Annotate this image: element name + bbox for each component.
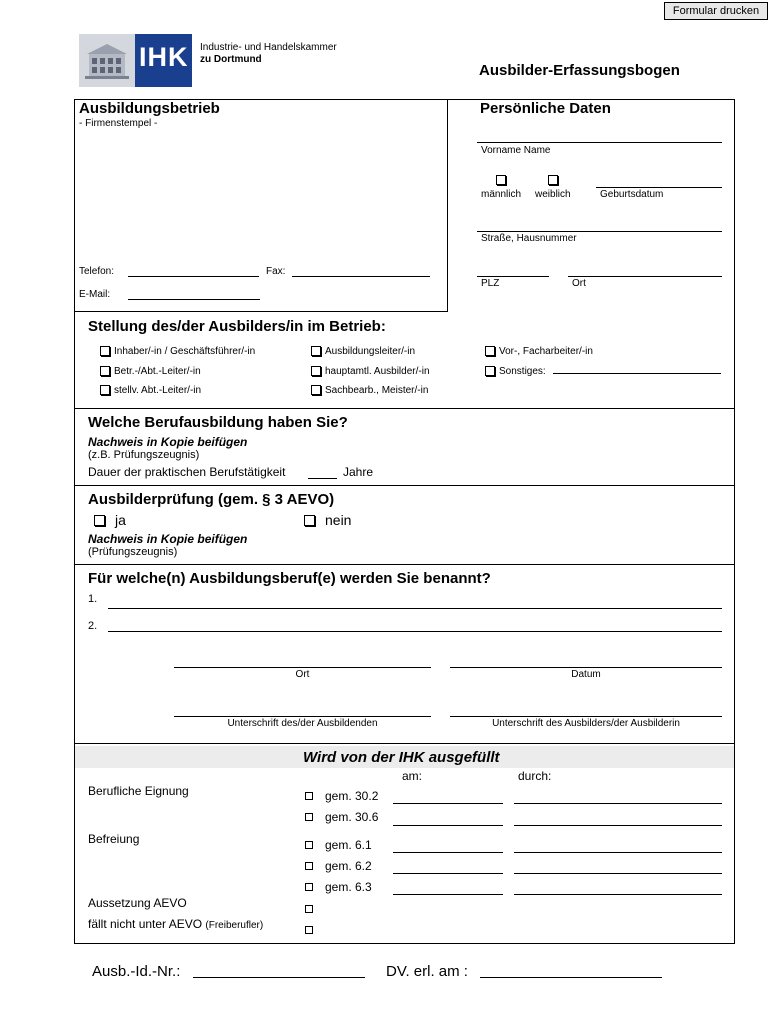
ort-label: Ort — [572, 278, 586, 289]
form-title: Ausbilder-Erfassungsbogen — [479, 62, 680, 79]
aussetzung-checkbox[interactable] — [305, 905, 313, 913]
beruf-item-2-label: 2. — [88, 620, 98, 632]
stellung-label-2: Ausbildungsleiter/-in — [325, 346, 416, 357]
berufsausbildung-beispiel: (z.B. Prüfungszeugnis) — [88, 449, 200, 461]
g63-durch-field[interactable] — [514, 894, 722, 895]
divider — [74, 743, 735, 744]
weiblich-label: weiblich — [535, 189, 571, 200]
benennung-title: Für welche(n) Ausbildungsberuf(e) werden Sie benannt? — [88, 570, 491, 587]
berufsausbildung-nachweis: Nachweis in Kopie beifügen — [88, 435, 248, 449]
pruefung-zeugnis: (Prüfungszeugnis) — [88, 546, 178, 558]
ihk-logo — [79, 34, 192, 87]
dv-label: DV. erl. am : — [386, 963, 468, 980]
geburtsdatum-label: Geburtsdatum — [600, 189, 664, 200]
logo-line-2: zu Dortmund — [200, 54, 262, 65]
aussetzung-label: Aussetzung AEVO — [88, 896, 187, 910]
stellung-label-5: hauptamtl. Ausbilder/-in — [325, 366, 430, 377]
beruf-field-1[interactable] — [108, 608, 722, 609]
ort-sign-field[interactable] — [174, 667, 431, 668]
datum-sign-field[interactable] — [450, 667, 722, 668]
firmenstempel-label: - Firmenstempel - — [79, 118, 158, 129]
sonstiges-field[interactable] — [553, 373, 721, 374]
divider — [74, 564, 735, 565]
logo-line-1: Industrie- und Handelskammer — [200, 42, 337, 53]
stellung-checkbox-7[interactable] — [100, 385, 110, 395]
g302-am-field[interactable] — [393, 803, 503, 804]
telefon-label: Telefon: — [79, 266, 115, 277]
pruefung-title: Ausbilderprüfung (gem. § 3 AEVO) — [88, 491, 335, 508]
dv-field[interactable] — [480, 977, 662, 978]
signature-betrieb-field[interactable] — [174, 716, 431, 717]
strasse-label: Straße, Hausnummer — [481, 233, 577, 244]
g61-durch-field[interactable] — [514, 852, 722, 853]
signature-ausbilder-field[interactable] — [450, 716, 722, 717]
g306-am-field[interactable] — [393, 825, 503, 826]
g62-am-field[interactable] — [393, 873, 503, 874]
divider — [74, 485, 735, 486]
stellung-label-3: Vor-, Facharbeiter/-in — [499, 346, 593, 357]
stellung-label-7: stellv. Abt.-Leiter/-in — [114, 385, 202, 396]
befreiung-label: Befreiung — [88, 832, 140, 846]
g62-durch-field[interactable] — [514, 873, 722, 874]
datum-sign-label: Datum — [571, 669, 601, 680]
faellt-nicht-label — [88, 917, 263, 931]
g63-label: gem. 6.3 — [325, 880, 372, 894]
print-form-button[interactable]: Formular drucken — [664, 2, 768, 20]
beruf-item-1-label: 1. — [88, 593, 98, 605]
name-field[interactable] — [477, 142, 722, 143]
maennlich-label: männlich — [481, 189, 522, 200]
g302-checkbox[interactable] — [305, 792, 313, 800]
pruefung-nein-label: nein — [325, 512, 352, 528]
signature-ausbilder-label: Unterschrift des Ausbilders/der Ausbilderin — [492, 718, 680, 729]
g302-label: gem. 30.2 — [325, 789, 379, 803]
g306-checkbox[interactable] — [305, 813, 313, 821]
persoenliche-daten-title: Persönliche Daten — [480, 100, 611, 117]
stellung-checkbox-8[interactable] — [311, 385, 321, 395]
g63-am-field[interactable] — [393, 894, 503, 895]
stellung-checkbox-4[interactable] — [100, 366, 110, 376]
stellung-checkbox-2[interactable] — [311, 346, 321, 356]
faellt-nicht-checkbox[interactable] — [305, 926, 313, 934]
fax-label: Fax: — [266, 266, 286, 277]
durch-label: durch: — [518, 769, 552, 783]
ort-sign-label: Ort — [295, 669, 310, 680]
pruefung-ja-checkbox[interactable] — [94, 515, 105, 526]
divider — [74, 408, 735, 409]
berufsausbildung-title: Welche Berufausbildung haben Sie? — [88, 414, 348, 431]
logo-wordmark: IHK — [139, 42, 189, 72]
stellung-checkbox-1[interactable] — [100, 346, 110, 356]
plz-field[interactable] — [477, 276, 549, 277]
ausbildungsbetrieb-title: Ausbildungsbetrieb — [79, 100, 220, 117]
stellung-checkbox-3[interactable] — [485, 346, 495, 356]
g61-am-field[interactable] — [393, 852, 503, 853]
freiberufler-text: (Freiberufler) — [205, 920, 264, 931]
g61-checkbox[interactable] — [305, 841, 313, 849]
email-label: E-Mail: — [79, 289, 111, 300]
geburtsdatum-field[interactable] — [596, 187, 722, 188]
pruefung-nein-checkbox[interactable] — [304, 515, 315, 526]
g62-checkbox[interactable] — [305, 862, 313, 870]
am-label: am: — [402, 769, 423, 783]
ausb-id-label: Ausb.-Id.-Nr.: — [92, 963, 181, 980]
stellung-label-8: Sachbearb., Meister/-in — [325, 385, 429, 396]
jahre-label: Jahre — [343, 465, 374, 479]
pruefung-ja-label: ja — [115, 512, 126, 528]
ausb-id-field[interactable] — [193, 977, 365, 978]
stellung-checkbox-6[interactable] — [485, 366, 495, 376]
pruefung-nachweis: Nachweis in Kopie beifügen — [88, 532, 248, 546]
g306-durch-field[interactable] — [514, 825, 722, 826]
g62-label: gem. 6.2 — [325, 859, 372, 873]
stellung-label-4: Betr.-/Abt.-Leiter/-in — [114, 366, 201, 377]
strasse-field[interactable] — [477, 231, 722, 232]
faellt-nicht-text: fällt nicht unter AEVO — [88, 917, 203, 931]
g306-label: gem. 30.6 — [325, 810, 379, 824]
dauer-label: Dauer der praktischen Berufstätigkeit — [88, 465, 286, 479]
stellung-label-6: Sonstiges: — [499, 366, 546, 377]
beruf-field-2[interactable] — [108, 631, 722, 632]
plz-label: PLZ — [481, 278, 500, 289]
g61-label: gem. 6.1 — [325, 838, 372, 852]
ort-field[interactable] — [568, 276, 722, 277]
name-label: Vorname Name — [481, 145, 551, 156]
weiblich-checkbox[interactable] — [548, 175, 558, 185]
g302-durch-field[interactable] — [514, 803, 722, 804]
signature-betrieb-label: Unterschrift des/der Ausbildenden — [227, 718, 378, 729]
stellung-title: Stellung des/der Ausbilders/in im Betrieb: — [88, 318, 386, 335]
eignung-label: Berufliche Eignung — [88, 784, 189, 798]
g63-checkbox[interactable] — [305, 883, 313, 891]
ihk-section-title: Wird von der IHK ausgefüllt — [303, 749, 500, 766]
stellung-checkbox-5[interactable] — [311, 366, 321, 376]
maennlich-checkbox[interactable] — [496, 175, 506, 185]
dauer-field[interactable] — [308, 478, 337, 479]
stellung-label-1: Inhaber/-in / Geschäftsführer/-in — [114, 346, 256, 357]
main-form-frame — [74, 99, 735, 944]
